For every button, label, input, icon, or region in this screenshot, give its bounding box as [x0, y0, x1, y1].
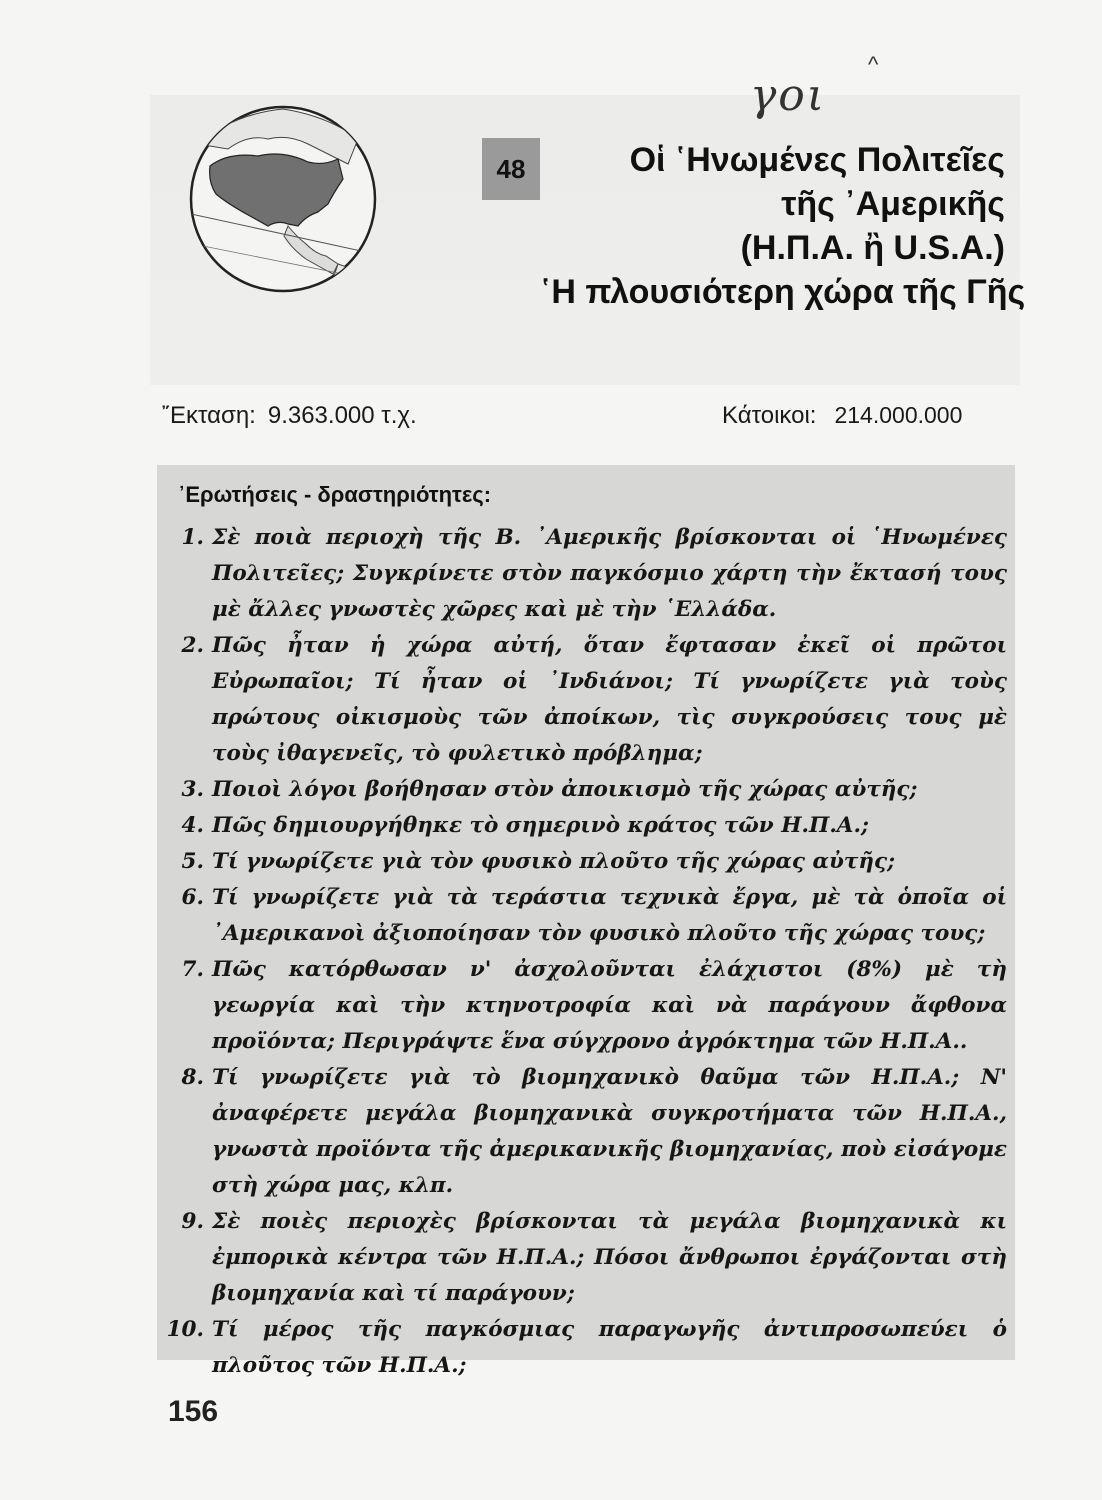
list-item [162, 520, 1007, 628]
population-value: 214.000.000 [834, 402, 963, 428]
question-number: 8. [181, 1065, 204, 1090]
question-number: 5. [181, 849, 204, 874]
question-number: 7. [181, 957, 204, 982]
list-item [162, 1204, 1007, 1312]
area-stat [162, 402, 417, 430]
question-text: Πῶς κατόρθωσαν ν' ἀσχολοῦνται ἐλάχιστοι (8%) μὲ τὴ γεωργία καὶ τὴν κτηνοτροφία καὶ νὰ παράγουν ἄφθονα προϊόντα; Περιγράψτε ἕνα σύγχρονο ἀγρόκτημα τῶν Η.Π.Α.. [212, 957, 1007, 1054]
question-number: 10. [166, 1317, 204, 1342]
area-value: 9.363.000 τ.χ. [267, 402, 417, 429]
question-number: 2. [181, 633, 204, 658]
list-item [162, 808, 1007, 844]
page-number: 156 [168, 1395, 219, 1428]
question-text: Τί μέρος τῆς παγκόσμιας παραγωγῆς ἀντιπροσωπεύει ὁ πλοῦτος τῶν Η.Π.Α.; [212, 1317, 1007, 1378]
question-number: 9. [181, 1209, 204, 1234]
question-text: Σὲ ποιὰ περιοχὴ τῆς Β. ᾿Αμερικῆς βρίσκονται οἱ ῾Ηνωμένες Πολιτεῖες; Συγκρίνετε στὸν παγκόσμιο χάρτη τὴν ἔκτασή τους μὲ ἄλλες γνωστὲς χῶρες καὶ μὲ τὴν ῾Ελλάδα. [212, 525, 1007, 622]
list-item [162, 628, 1007, 772]
handwritten-caret: ^ [868, 52, 879, 77]
title-line: ῾Η πλουσιότερη χώρα τῆς Γῆς [540, 273, 1026, 311]
handwritten-note: γοι [750, 70, 827, 121]
question-text: Τί γνωρίζετε γιὰ τὸ βιομηχανικὸ θαῦμα τῶν Η.Π.Α.; Ν' ἀναφέρετε μεγάλα βιομηχανικὰ συγκροτήματα τῶν Η.Π.Α., γνωστὰ προϊόντα τῆς ἀμερικανικῆς βιομηχανίας, ποὺ εἰσάγομε στὴ χώρα μας, κλπ. [212, 1065, 1007, 1198]
population-stat [722, 402, 962, 430]
list-item [162, 1060, 1007, 1204]
question-number: 1. [181, 525, 204, 550]
lesson-number-badge: 48 [482, 138, 540, 200]
list-item [162, 880, 1007, 952]
question-number: 4. [181, 813, 204, 838]
list-item [162, 952, 1007, 1060]
list-item [162, 844, 1007, 880]
population-label: Κάτοικοι: [722, 402, 817, 429]
question-text: Σὲ ποιὲς περιοχὲς βρίσκονται τὰ μεγάλα βιομηχανικὰ κι ἐμπορικὰ κέντρα τῶν Η.Π.Α.; Πόσοι ἄνθρωποι ἐργάζονται στὴ βιομηχανία καὶ τί παράγουν; [212, 1209, 1007, 1306]
question-text: Πῶς ἦταν ἡ χώρα αὐτή, ὅταν ἔφτασαν ἐκεῖ οἱ πρῶτοι Εὐρωπαῖοι; Τί ἦταν οἱ ᾿Ινδιάνοι; Τί γνωρίζετε γιὰ τοὺς πρώτους οἰκισμοὺς τῶν ἀποίκων, τὶς συγκρούσεις τους μὲ τοὺς ἰθαγενεῖς, τὸ φυλετικὸ πρόβλημα; [212, 633, 1007, 766]
question-number: 6. [181, 885, 204, 910]
lesson-title [540, 138, 1026, 314]
title-line: τῆς ᾿Αμερικῆς [781, 185, 1005, 223]
question-text: Πῶς δημιουργήθηκε τὸ σημερινὸ κράτος τῶν Η.Π.Α.; [212, 813, 869, 838]
question-text: Τί γνωρίζετε γιὰ τὰ τεράστια τεχνικὰ ἔργα, μὲ τὰ ὁποῖα οἱ ᾿Αμερικανοὶ ἀξιοποίησαν τὸν φυσικὸ πλοῦτο τῆς χώρας τους; [212, 885, 1007, 946]
question-number: 3. [181, 777, 204, 802]
list-item [162, 1312, 1007, 1384]
questions-heading: ᾿Ερωτήσεις - δραστηριότητες: [178, 482, 492, 507]
globe-map-icon [188, 104, 378, 294]
title-line: Οἱ ῾Ηνωμένες Πολιτεῖες [629, 141, 1005, 179]
question-text: Τί γνωρίζετε γιὰ τὸν φυσικὸ πλοῦτο τῆς χώρας αὐτῆς; [212, 849, 896, 874]
questions-list [162, 520, 1007, 1384]
question-text: Ποιοὶ λόγοι βοήθησαν στὸν ἀποικισμὸ τῆς χώρας αὐτῆς; [212, 777, 918, 802]
list-item [162, 772, 1007, 808]
area-label: ῎Εκταση: [162, 402, 256, 429]
title-line: (Η.Π.Α. ἢ U.S.A.) [740, 229, 1005, 267]
